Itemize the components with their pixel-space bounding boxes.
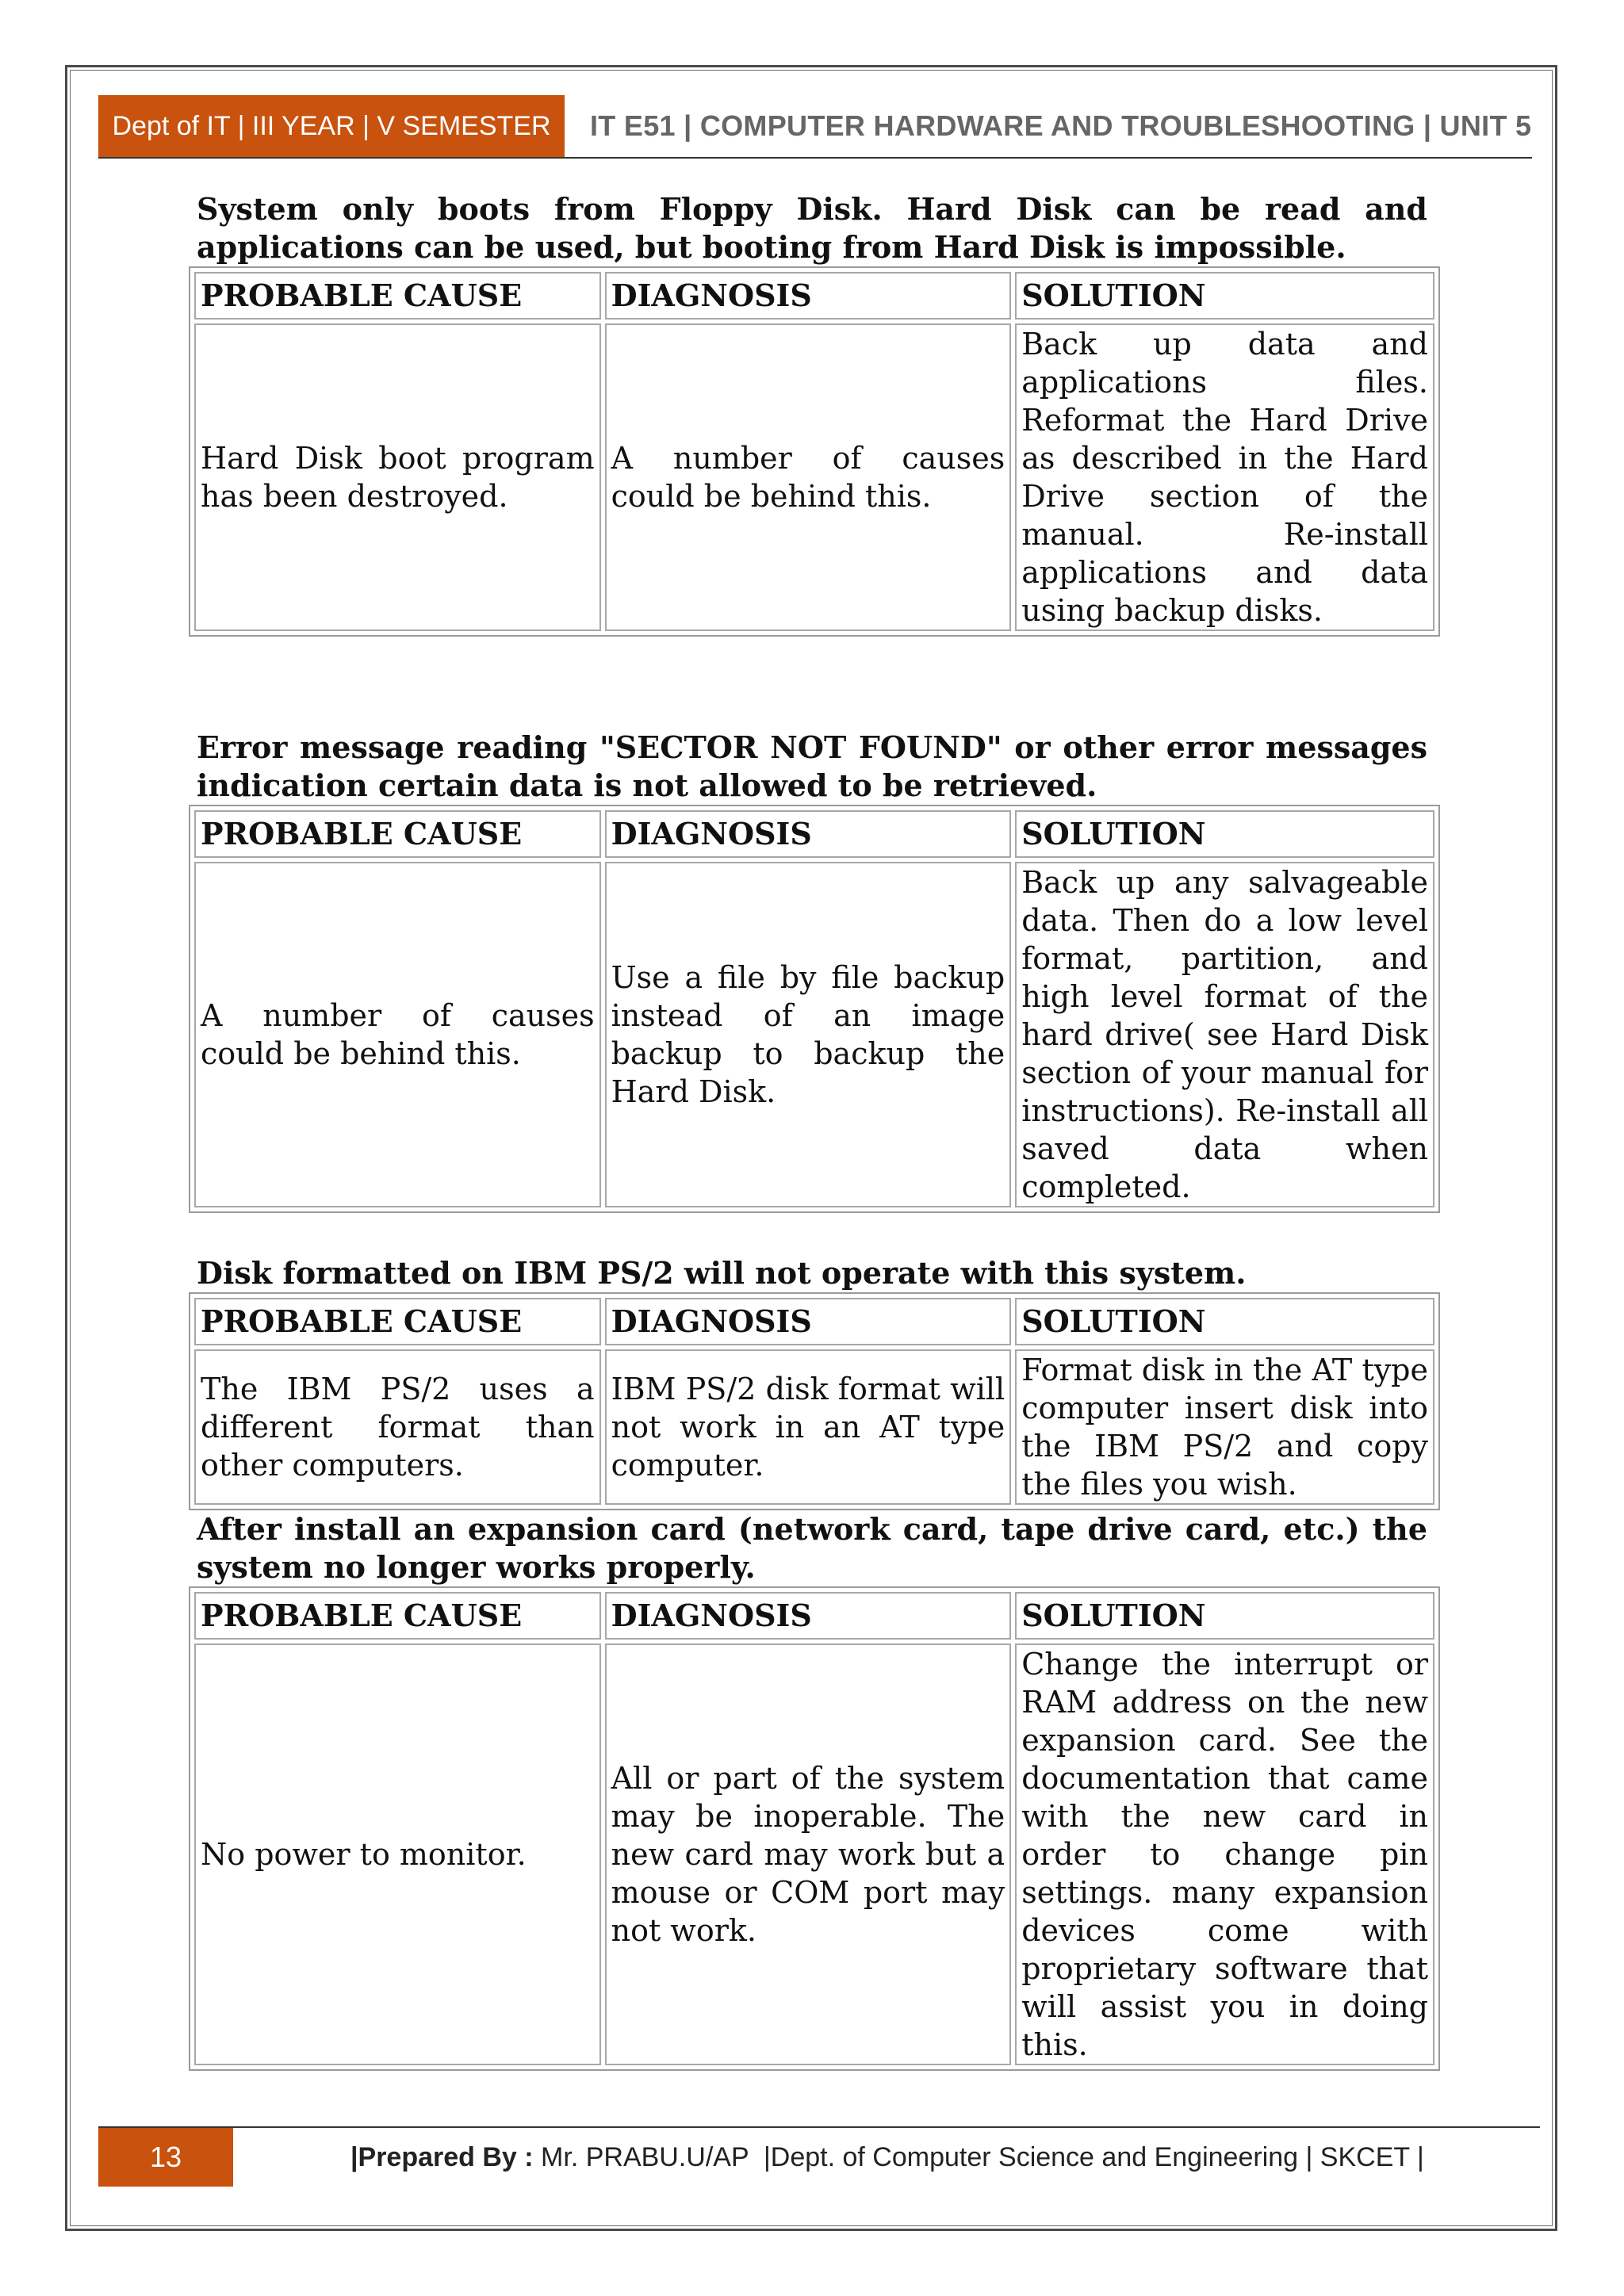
header-diagnosis: DIAGNOSIS	[605, 1592, 1012, 1640]
page-header	[98, 95, 1532, 159]
section-title: Disk formatted on IBM PS/2 will not operate with this system.	[197, 1255, 1247, 1291]
solution-cell: Change the interrupt or RAM address on the new expansion card. See the documentation that came with the new card in order to change pin settings. many expansion devices come with proprietary software that will assist you in doing this.	[1015, 1644, 1434, 2065]
page-number: 13	[98, 2128, 233, 2187]
trouble-section-4	[197, 1510, 1427, 2071]
header-diagnosis: DIAGNOSIS	[605, 1298, 1012, 1345]
table-row	[194, 862, 1434, 1207]
header-solution: SOLUTION	[1015, 1298, 1434, 1345]
trouble-table	[189, 1292, 1440, 1510]
trouble-section-2	[197, 729, 1427, 1213]
header-cause: PROBABLE CAUSE	[194, 272, 601, 320]
header-cause: PROBABLE CAUSE	[194, 1298, 601, 1345]
cause-cell: The IBM PS/2 uses a different format than other computers.	[194, 1349, 601, 1505]
solution-cell: Back up any salvageable data. Then do a low level format, partition, and high level format of the hard drive( see Hard Disk section of your manual for instructions). Re-install all saved data when completed.	[1015, 862, 1434, 1207]
solution-cell: Back up data and applications files. Reformat the Hard Drive as described in the Hard Drive section of the manual. Re-install applications and data using backup disks.	[1015, 323, 1434, 631]
table-header-row	[194, 810, 1434, 858]
header-course-title: IT E51 | COMPUTER HARDWARE AND TROUBLESHOOTING | UNIT 5	[590, 109, 1532, 142]
trouble-table	[189, 805, 1440, 1213]
diagnosis-cell: A number of causes could be behind this.	[605, 323, 1012, 631]
header-solution: SOLUTION	[1015, 1592, 1434, 1640]
page-footer	[98, 2126, 1540, 2187]
header-solution: SOLUTION	[1015, 810, 1434, 858]
header-diagnosis: DIAGNOSIS	[605, 272, 1012, 320]
table-header-row	[194, 272, 1434, 320]
prepared-by-label: |Prepared By :	[350, 2141, 534, 2172]
cause-cell: Hard Disk boot program has been destroyed.	[194, 323, 601, 631]
header-solution: SOLUTION	[1015, 272, 1434, 320]
section-title: After install an expansion card (network card, tape drive card, etc.) the system no longer works properly.	[197, 1511, 1427, 1585]
header-cause: PROBABLE CAUSE	[194, 1592, 601, 1640]
header-diagnosis: DIAGNOSIS	[605, 810, 1012, 858]
trouble-section-1	[197, 190, 1427, 637]
trouble-table	[189, 266, 1440, 637]
trouble-section-3	[197, 1254, 1427, 1510]
table-row	[194, 1349, 1434, 1505]
footer-credit	[350, 2128, 1424, 2187]
cause-cell: A number of causes could be behind this.	[194, 862, 601, 1207]
diagnosis-cell: Use a file by file backup instead of an image backup to backup the Hard Disk.	[605, 862, 1012, 1207]
section-title: Error message reading "SECTOR NOT FOUND" or other error messages indication certain data is not allowed to be retrieved.	[197, 729, 1427, 803]
diagnosis-cell: IBM PS/2 disk format will not work in an AT type computer.	[605, 1349, 1012, 1505]
cause-cell: No power to monitor.	[194, 1644, 601, 2065]
solution-cell: Format disk in the AT type computer insert disk into the IBM PS/2 and copy the files you wish.	[1015, 1349, 1434, 1505]
prepared-by-details: Mr. PRABU.U/AP |Dept. of Computer Science and Engineering | SKCET |	[533, 2141, 1424, 2172]
table-row	[194, 323, 1434, 631]
table-row	[194, 1644, 1434, 2065]
page-content	[197, 190, 1427, 2071]
header-cause: PROBABLE CAUSE	[194, 810, 601, 858]
trouble-table	[189, 1586, 1440, 2071]
header-dept-label: Dept of IT | III YEAR | V SEMESTER	[98, 95, 565, 157]
section-title: System only boots from Floppy Disk. Hard Disk can be read and applications can be used, but booting from Hard Disk is impossible.	[197, 191, 1427, 265]
table-header-row	[194, 1592, 1434, 1640]
table-header-row	[194, 1298, 1434, 1345]
diagnosis-cell: All or part of the system may be inoperable. The new card may work but a mouse or COM port may not work.	[605, 1644, 1012, 2065]
